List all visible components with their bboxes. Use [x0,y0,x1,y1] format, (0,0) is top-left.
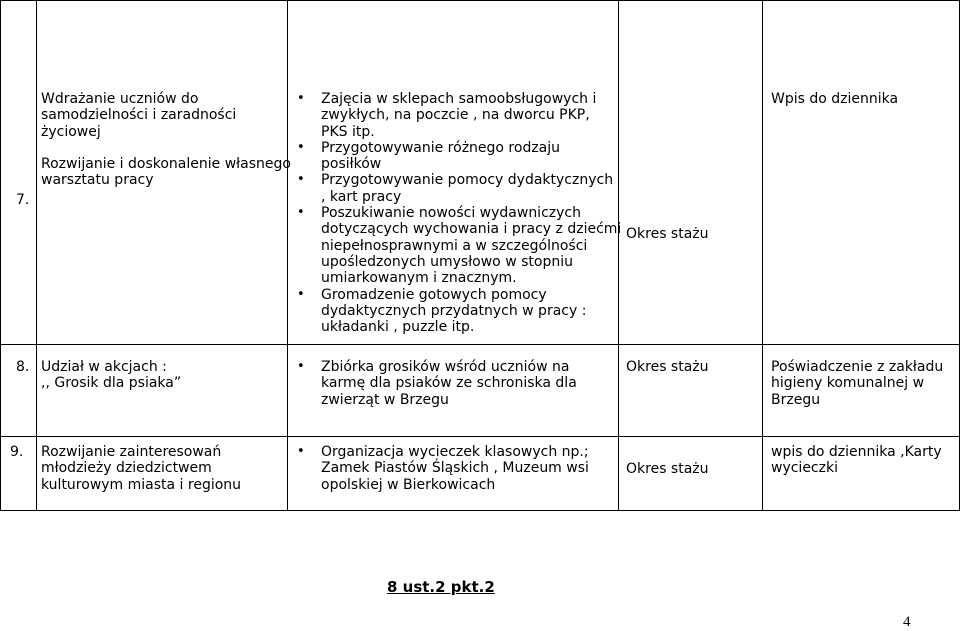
method-line: • Zajęcia w sklepach samoobsługowych i [321,91,597,107]
row-divider [0,436,960,437]
method-line: upośledzonych umysłowo w stopniu [321,253,573,270]
column-divider [36,0,37,511]
method-line: Zamek Piastów Śląskich , Muzeum wsi [321,460,589,477]
method-line: umiarkowanym i znacznym. [321,270,517,287]
method-line: • Gromadzenie gotowych pomocy [321,286,547,303]
list-item [297,359,577,408]
column-divider [762,0,763,511]
evidence-cell: Wpis do dziennika [771,91,899,107]
activity-line: Udział w akcjach : [41,359,167,375]
column-divider [287,0,288,511]
method-line: dydaktycznych przydatnych w pracy : [321,302,587,319]
column-divider [0,0,1,511]
evidence-line: Poświadczenie z zakładu [771,359,944,375]
page-number: 4 [903,614,911,630]
activity-cell [41,444,241,493]
activity-spacer [41,140,291,156]
method-line: • Przygotowywanie pomocy dydaktycznych [321,172,614,189]
activity-line: warsztatu pracy [41,172,154,189]
method-line: posiłków [321,156,382,173]
list-item [297,205,621,286]
methods-list [297,359,577,408]
activity-line: Rozwijanie i doskonalenie własnego [41,156,291,173]
activity-line: życiowej [41,123,101,140]
list-item [297,172,621,205]
activity-line: młodzieży dziedzictwem [41,460,212,477]
evidence-line: wpis do dziennika ,Karty [771,444,942,460]
methods-list [297,91,621,335]
row-number: 8. [16,359,30,375]
evidence-cell [771,359,943,408]
row-number: 9. [10,444,24,460]
term-cell: Okres stażu [626,226,709,242]
method-line: • Organizacja wycieczek klasowych np.; [321,444,589,460]
method-line: opolskiej w Bierkowicach [321,476,496,493]
activity-line: samodzielności i zaradności [41,107,237,124]
methods-list [297,444,589,493]
activity-line: ,, Grosik dla psiaka” [41,375,182,392]
method-line: zwykłych, na poczcie , na dworcu PKP, [321,107,590,124]
method-line: dotyczących wychowania i pracy z dziećmi [321,221,622,238]
evidence-line: Brzegu [771,391,821,408]
term-cell: Okres stażu [626,359,709,375]
method-line: • Zbiórka grosików wśród uczniów na [321,359,570,375]
table-bottom-border [0,510,960,511]
activity-cell [41,91,291,189]
list-item [297,287,621,336]
section-reference: 8 ust.2 pkt.2 [387,578,495,596]
method-line: niepełnosprawnymi a w szczególności [321,237,588,254]
row-divider [0,344,960,345]
list-item [297,444,589,493]
term-cell: Okres stażu [626,461,709,477]
evidence-line: wycieczki [771,460,838,477]
activity-line: Wdrażanie uczniów do [41,91,199,107]
method-line: PKS itp. [321,123,375,140]
method-line: zwierząt w Brzegu [321,391,449,408]
list-item [297,140,621,173]
activity-cell [41,359,181,392]
method-line: układanki , puzzle itp. [321,319,475,336]
row-number: 7. [16,192,30,208]
list-item [297,91,621,140]
method-line: , kart pracy [321,188,402,205]
activity-line: kulturowym miasta i regionu [41,476,242,493]
method-line: • Przygotowywanie różnego rodzaju [321,139,561,156]
method-line: • Poszukiwanie nowości wydawniczych [321,205,581,222]
method-line: karmę dla psiaków ze schroniska dla [321,375,577,392]
evidence-line: higieny komunalnej w [771,375,925,392]
evidence-cell [771,444,942,477]
activity-line: Rozwijanie zainteresowań [41,444,222,460]
table-top-border [0,0,960,1]
